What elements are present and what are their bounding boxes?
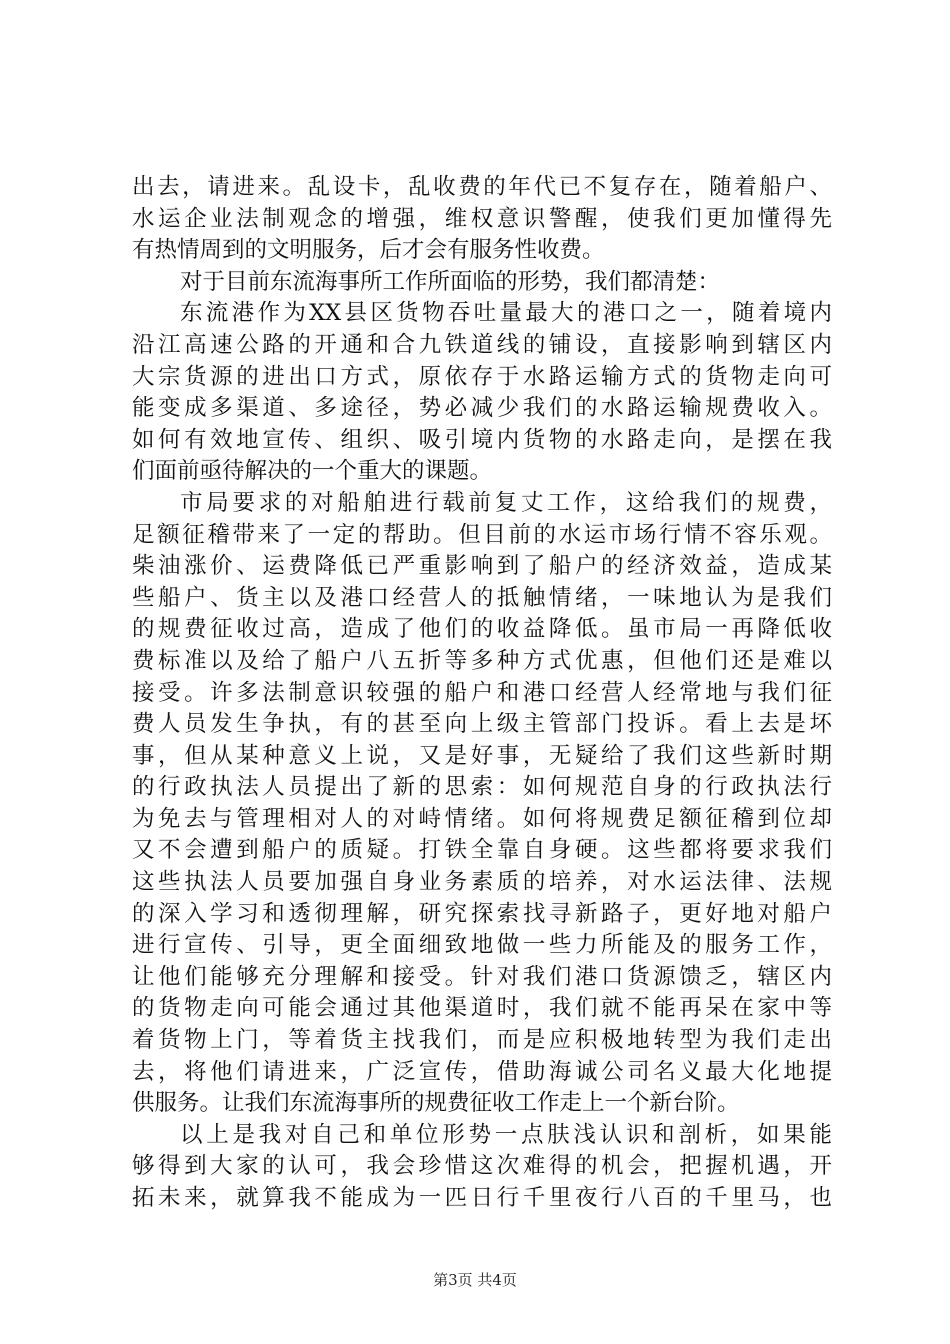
text-line: 接受。许多法制意识较强的船户和港口经营人经常地与我们征 (132, 679, 832, 706)
text-line: 有热情周到的文明服务，后才会有服务性收费。 (132, 237, 605, 264)
text-line: 拓未来，就算我不能成为一匹日行千里夜行八百的千里马，也 (132, 1185, 832, 1211)
text-line: 以上是我对自己和单位形势一点肤浅认识和剖析，如果能 (180, 1121, 832, 1148)
text-line: 为免去与管理相对人的对峙情绪。如何将规费足额征稽到位却 (132, 805, 832, 832)
text-line: 去，将他们请进来，广泛宣传，借助海诚公司名义最大化地提 (132, 1058, 832, 1085)
text-line: 能变成多渠道、多途径，势必减少我们的水路运输规费收入。 (132, 395, 832, 422)
text-line: 事，但从某种意义上说，又是好事，无疑给了我们这些新时期 (132, 742, 832, 769)
text-line: 些船户、货主以及港口经营人的抵触情绪，一味地认为是我们 (132, 584, 832, 611)
text-line: 又不会遭到船户的质疑。打铁全靠自身硬。这些都将要求我们 (132, 837, 832, 864)
text-line: 费标准以及给了船户八五折等多种方式优惠，但他们还是难以 (132, 647, 832, 674)
text-line: 的深入学习和透彻理解，研究探索找寻新路子，更好地对船户 (132, 900, 832, 927)
text-line: 足额征稽带来了一定的帮助。但目前的水运市场行情不容乐观。 (132, 521, 832, 548)
text-line: 让他们能够充分理解和接受。针对我们港口货源馈乏，辖区内 (132, 963, 832, 990)
text-line: 供服务。让我们东流海事所的规费征收工作走上一个新台阶。 (132, 1090, 740, 1117)
text-line: 的规费征收过高，造成了他们的收益降低。虽市局一再降低收 (132, 616, 832, 643)
text-line: 的行政执法人员提出了新的思索：如何规范自身的行政执法行 (132, 774, 832, 801)
body-text (132, 172, 832, 1215)
text-line: 费人员发生争执，有的甚至向上级主管部门投诉。看上去是坏 (132, 711, 832, 738)
text-line: 水运企业法制观念的增强，维权意识警醒，使我们更加懂得先 (132, 205, 832, 232)
text-line: 们面前亟待解决的一个重大的课题。 (132, 458, 493, 485)
text-line: 着货物上门，等着货主找我们，而是应积极地转型为我们走出 (132, 1027, 832, 1054)
text-line: 如何有效地宣传、组织、吸引境内货物的水路走向，是摆在我 (132, 426, 832, 453)
text-line: 的货物走向可能会通过其他渠道时，我们就不能再呆在家中等 (132, 995, 832, 1022)
text-line: 对于目前东流海事所工作所面临的形势，我们都清楚： (180, 268, 721, 295)
text-line: 大宗货源的进出口方式，原依存于水路运输方式的货物走向可 (132, 363, 832, 390)
text-line: 这些执法人员要加强自身业务素质的培养，对水运法律、法规 (132, 869, 832, 896)
text-line: 沿江高速公路的开通和合九铁道线的铺设，直接影响到辖区内 (132, 331, 832, 358)
text-line: 够得到大家的认可，我会珍惜这次难得的机会，把握机遇，开 (132, 1153, 832, 1180)
text-line: 进行宣传、引导，更全面细致地做一些力所能及的服务工作， (132, 932, 832, 959)
text-line: 出去，请进来。乱设卡，乱收费的年代已不复存在，随着船户、 (132, 174, 832, 200)
text-line: 市局要求的对船舶进行载前复丈工作，这给我们的规费， (180, 489, 832, 516)
text-line: 柴油涨价、运费降低已严重影响到了船户的经济效益，造成某 (132, 553, 832, 580)
text-line: 东流港作为XX县区货物吞吐量最大的港口之一，随着境内 (180, 300, 832, 327)
page-footer: 第3页 共4页 (433, 1271, 517, 1289)
